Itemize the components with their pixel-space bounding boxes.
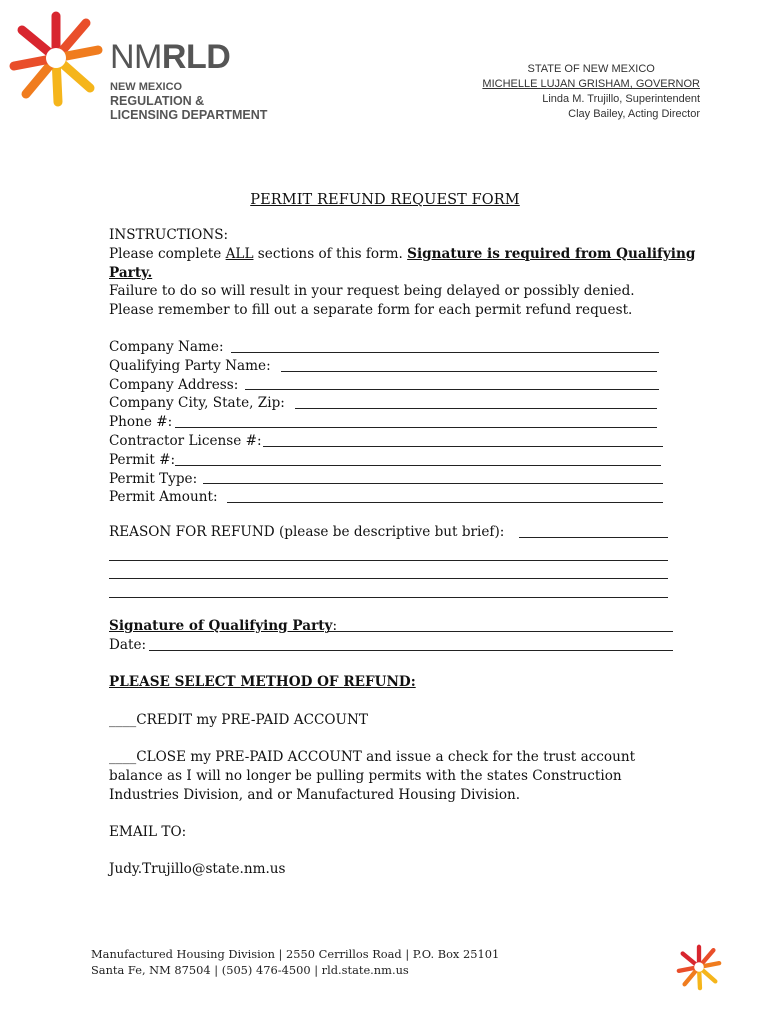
instr-all: ALL — [225, 245, 254, 262]
option-close[interactable] — [109, 748, 689, 804]
dept-line-1: NEW MEXICO — [110, 81, 183, 93]
reason-line-2[interactable] — [109, 542, 668, 561]
option-credit-row[interactable] — [109, 711, 689, 730]
email-address[interactable]: Judy.Trujillo@state.nm.us — [109, 861, 286, 877]
date-label: Date: — [109, 636, 147, 653]
field-phone[interactable] — [109, 413, 665, 432]
company-fields — [109, 338, 665, 507]
company-address-label: Company Address: — [109, 376, 239, 393]
signature-line[interactable] — [327, 631, 673, 632]
instr-prefix: Please complete — [109, 245, 226, 262]
department-name — [110, 80, 267, 122]
permit-number-label: Permit #: — [109, 451, 176, 468]
email-heading-block — [109, 823, 689, 842]
email-block — [109, 860, 689, 879]
footer-line-1: Manufactured Housing Division | 2550 Cerrillos Road | P.O. Box 25101 — [91, 947, 500, 961]
signature-label: Signature of Qualifying Party — [109, 618, 333, 634]
option-credit-label: CREDIT my PRE-PAID ACCOUNT — [136, 712, 368, 728]
instructions-line-1 — [109, 245, 696, 264]
option-credit-blank[interactable]: ____ — [109, 712, 137, 728]
dept-line-2: REGULATION & — [110, 94, 205, 108]
contractor-license-label: Contractor License #: — [109, 432, 262, 449]
reason-label: REASON FOR REFUND (please be descriptive but brief): — [109, 524, 505, 540]
brand-wordmark-light: NM — [110, 38, 162, 76]
method-heading-block — [109, 673, 689, 692]
brand-wordmark-bold: RLD — [161, 38, 231, 76]
footer-address — [91, 946, 499, 978]
signature-colon: : — [332, 618, 338, 634]
qualifying-party-line[interactable] — [281, 371, 657, 372]
contractor-license-line[interactable] — [263, 446, 663, 447]
option-close-row-1[interactable] — [109, 748, 689, 767]
state-name: STATE OF NEW MEXICO — [527, 63, 655, 75]
date-line[interactable] — [149, 650, 673, 651]
company-address-line[interactable] — [245, 389, 659, 390]
phone-label: Phone #: — [109, 414, 173, 431]
field-permit-number[interactable] — [109, 451, 665, 470]
company-city-line[interactable] — [295, 408, 657, 409]
brand-wordmark — [110, 40, 230, 74]
reason-line-1[interactable] — [519, 537, 668, 538]
field-contractor-license[interactable] — [109, 432, 665, 451]
option-close-line-2: balance as I will no longer be pulling permits with the states Construction — [109, 767, 622, 784]
dept-line-3: LICENSING DEPARTMENT — [110, 108, 268, 122]
field-permit-type[interactable] — [109, 470, 665, 489]
instructions-line-2 — [109, 264, 689, 283]
nmrld-sunburst-logo — [6, 8, 106, 108]
instr-signature-required: Signature is required from Qualifying — [407, 245, 696, 262]
field-company-city[interactable] — [109, 394, 665, 413]
company-city-label: Company City, State, Zip: — [109, 395, 285, 412]
reason-line-4[interactable] — [109, 579, 668, 598]
permit-amount-label: Permit Amount: — [109, 489, 218, 506]
director-name: Clay Bailey, Acting Director — [568, 108, 700, 120]
reason-row[interactable] — [109, 523, 668, 542]
instructions-line-3: Failure to do so will result in your request being delayed or possibly denied. — [109, 283, 635, 300]
signature-section — [109, 617, 673, 655]
qualifying-party-label: Qualifying Party Name: — [109, 357, 271, 374]
company-name-label: Company Name: — [109, 339, 224, 355]
reason-section — [109, 523, 668, 598]
signature-row[interactable] — [109, 617, 673, 636]
company-name-line[interactable] — [231, 352, 659, 353]
field-permit-amount[interactable] — [109, 488, 665, 507]
permit-amount-line[interactable] — [227, 502, 663, 503]
option-close-line-1: CLOSE my PRE-PAID ACCOUNT and issue a check for the trust account — [136, 749, 636, 765]
field-company-name[interactable] — [109, 338, 665, 357]
permit-type-line[interactable] — [203, 483, 663, 484]
option-credit[interactable] — [109, 711, 689, 730]
phone-line[interactable] — [175, 427, 657, 428]
superintendent-name: Linda M. Trujillo, Superintendent — [542, 93, 700, 105]
option-close-blank[interactable]: ____ — [109, 749, 137, 765]
date-row[interactable] — [109, 636, 673, 655]
reason-line-3[interactable] — [109, 561, 668, 580]
form-title: PERMIT REFUND REQUEST FORM — [250, 192, 520, 208]
instructions-heading: INSTRUCTIONS: — [109, 227, 229, 243]
permit-number-line[interactable] — [175, 465, 661, 466]
state-officials-block — [482, 62, 700, 122]
email-heading: EMAIL TO: — [109, 824, 187, 840]
instructions-line-4: Please remember to fill out a separate form for each permit refund request. — [109, 302, 633, 319]
instr-mid: sections of this form. — [253, 245, 408, 262]
option-close-line-3: Industries Division, and or Manufactured Housing Division. — [109, 786, 521, 803]
field-company-address[interactable] — [109, 376, 665, 395]
instr-party: Party. — [109, 264, 153, 281]
governor-name: MICHELLE LUJAN GRISHAM, GOVERNOR — [482, 78, 700, 90]
footer-sunburst-logo — [675, 942, 723, 992]
permit-type-label: Permit Type: — [109, 470, 198, 487]
footer-line-2: Santa Fe, NM 87504 | (505) 476-4500 | rld.state.nm.us — [91, 963, 409, 977]
field-qualifying-party[interactable] — [109, 357, 665, 376]
method-heading: PLEASE SELECT METHOD OF REFUND: — [109, 674, 416, 690]
instructions-section — [109, 226, 696, 320]
